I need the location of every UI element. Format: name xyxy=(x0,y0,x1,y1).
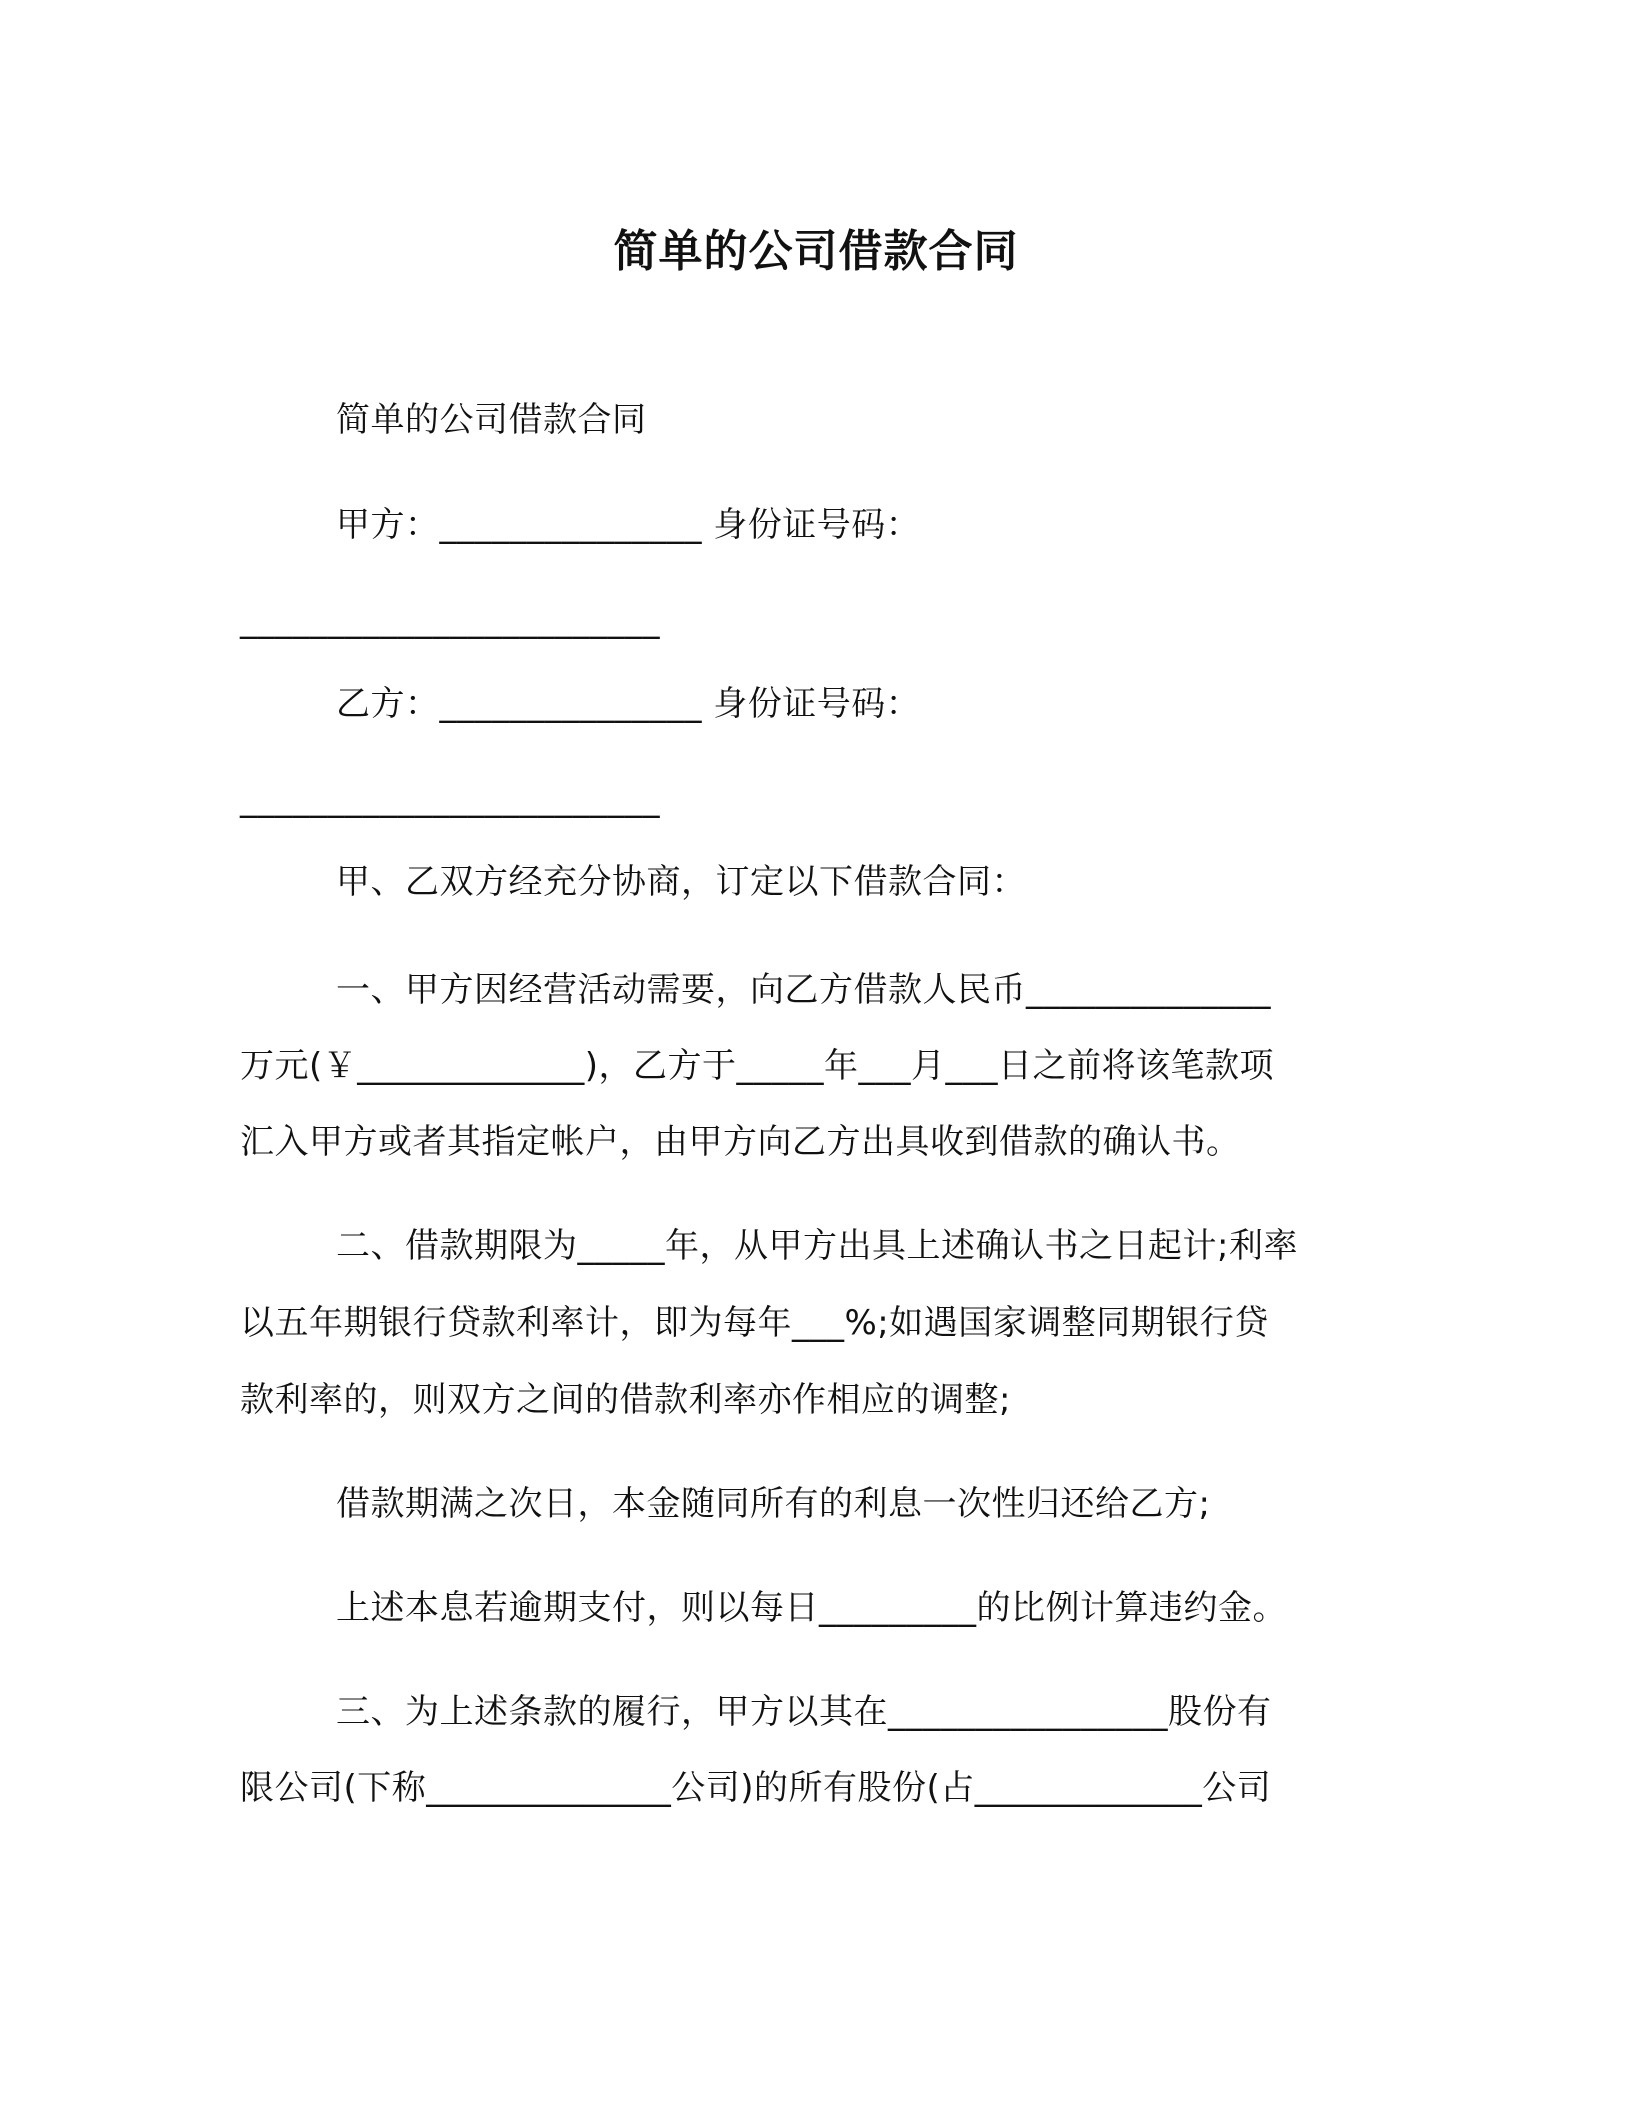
party-b-line: 乙方：_______________ 身份证号码： xyxy=(336,684,921,724)
repayment-line: 借款期满之次日，本金随同所有的利息一次性归还给乙方; xyxy=(336,1484,1211,1524)
party-a-id-blank: ________________________ xyxy=(240,600,660,640)
party-a-line: 甲方：_______________ 身份证号码： xyxy=(336,505,921,545)
clause-3-line-2: 限公司(下称______________公司)的所有股份(占_____________公司 xyxy=(240,1768,1272,1808)
document-title: 简单的公司借款合同 xyxy=(613,226,1019,277)
clause-1-line-1: 一、甲方因经营活动需要，向乙方借款人民币______________ xyxy=(336,970,1271,1010)
clause-3-line-1: 三、为上述条款的履行，甲方以其在________________股份有 xyxy=(336,1692,1272,1732)
party-b-id-blank: ________________________ xyxy=(240,779,660,819)
clause-2-line-3: 款利率的，则双方之间的借款利率亦作相应的调整; xyxy=(240,1380,1011,1420)
subtitle-line: 简单的公司借款合同 xyxy=(336,400,647,440)
clause-2-line-1: 二、借款期限为_____年，从甲方出具上述确认书之日起计;利率 xyxy=(336,1226,1298,1266)
clause-1-line-2: 万元(￥_____________)，乙方于_____年___月___日之前将该笔款项 xyxy=(240,1046,1275,1086)
clause-1-line-3: 汇入甲方或者其指定帐户，由甲方向乙方出具收到借款的确认书。 xyxy=(240,1122,1241,1162)
agreement-intro: 甲、乙双方经充分协商，订定以下借款合同： xyxy=(336,862,1026,902)
penalty-line: 上述本息若逾期支付，则以每日_________的比例计算违约金。 xyxy=(336,1588,1287,1628)
clause-2-line-2: 以五年期银行贷款利率计，即为每年___%;如遇国家调整同期银行贷 xyxy=(240,1303,1269,1343)
